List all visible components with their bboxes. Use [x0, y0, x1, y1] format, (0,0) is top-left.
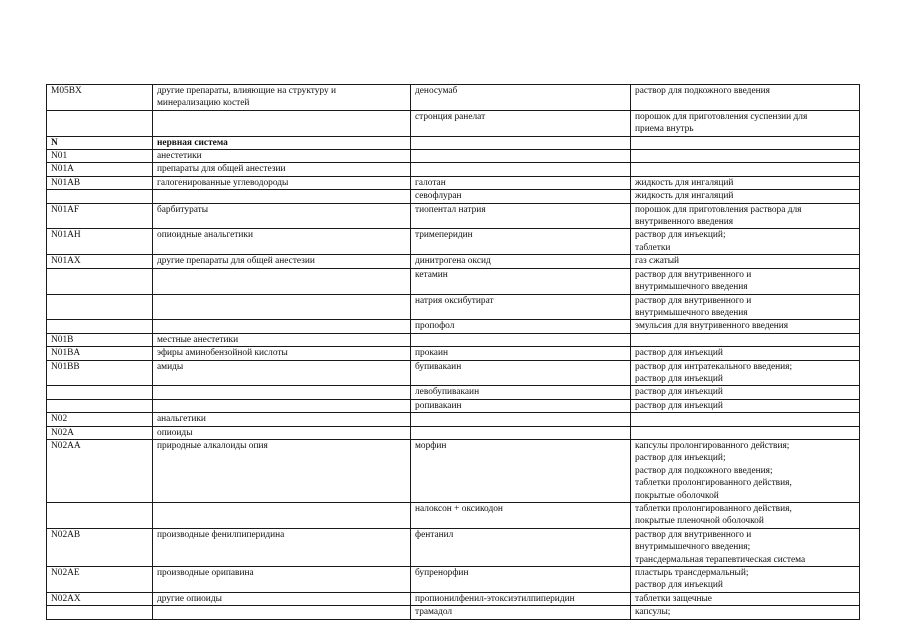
dosage-form-cell: [631, 294, 860, 320]
drug-name-text: тримеперидин: [415, 230, 473, 241]
atc-code-cell: [47, 360, 153, 386]
dosage-form-text: внутримышечного введения: [635, 282, 748, 293]
dosage-form-cell: [631, 503, 860, 529]
dosage-form-text: внутривенного введения: [635, 217, 734, 228]
anatomical-group-cell: [153, 320, 411, 333]
atc-code-text: N01AF: [51, 204, 80, 215]
dosage-form-cell: [631, 268, 860, 294]
anatomical-group-cell: [153, 294, 411, 320]
dosage-form-cell: [631, 606, 860, 619]
anatomical-group-cell: [153, 426, 411, 439]
table-row: [47, 528, 860, 566]
atc-code-cell: [47, 190, 153, 203]
anatomical-group-text: другие опиоиды: [157, 593, 222, 604]
drug-name-text: бупренорфин: [415, 568, 469, 579]
anatomical-group-text: галогенированные углеводороды: [157, 177, 289, 188]
atc-code-text: N02AE: [51, 568, 80, 579]
anatomical-group-cell: [153, 399, 411, 412]
anatomical-group-cell: [153, 268, 411, 294]
drug-name-cell: [411, 150, 631, 163]
drug-name-text: динитрогена оксид: [415, 256, 491, 267]
atc-code-text: N01BA: [51, 348, 81, 359]
table-row: [47, 567, 860, 593]
anatomical-group-text: анальгетики: [157, 414, 206, 425]
dosage-form-text: порошок для приготовления раствора для: [635, 204, 802, 215]
atc-code-cell: [47, 85, 153, 111]
dosage-form-text: таблетки: [635, 242, 671, 253]
dosage-form-cell: [631, 136, 860, 149]
drug-name-text: деносумаб: [415, 86, 458, 96]
dosage-form-cell: [631, 386, 860, 399]
anatomical-group-cell: [153, 360, 411, 386]
drug-name-text: севофлуран: [415, 191, 462, 202]
atc-code-cell: [47, 163, 153, 176]
drug-name-cell: [411, 333, 631, 346]
table-row: [47, 333, 860, 346]
table-row: [47, 320, 860, 333]
dosage-form-text: порошок для приготовления суспензии для: [635, 111, 808, 122]
drug-name-text: стронция ранелат: [415, 111, 486, 122]
drug-name-cell: [411, 426, 631, 439]
table-row: [47, 360, 860, 386]
table-row: [47, 592, 860, 605]
drug-name-cell: [411, 567, 631, 593]
table-row: [47, 294, 860, 320]
dosage-form-text: раствор для внутривенного и: [635, 295, 752, 306]
dosage-form-text: раствор для инъекций: [635, 580, 723, 591]
atc-code-cell: [47, 386, 153, 399]
table-row: [47, 606, 860, 619]
atc-code-text: M05BX: [51, 86, 82, 96]
drug-name-text: левобупивакаин: [415, 387, 480, 398]
dosage-form-cell: [631, 229, 860, 255]
drug-name-text: бупивакаин: [415, 361, 462, 372]
dosage-form-text: раствор для инъекций: [635, 387, 723, 398]
dosage-form-cell: [631, 347, 860, 360]
dosage-form-text: раствор для инъекций: [635, 348, 723, 359]
table-row: [47, 347, 860, 360]
dosage-form-text: раствор для подкожного введения;: [635, 465, 773, 476]
drug-name-cell: [411, 136, 631, 149]
atc-code-cell: [47, 503, 153, 529]
anatomical-group-cell: [153, 333, 411, 346]
anatomical-group-cell: [153, 439, 411, 502]
atc-code-text: N02: [51, 414, 68, 425]
drug-name-text: пропофол: [415, 321, 455, 332]
dosage-form-text: эмульсия для внутривенного введения: [635, 321, 789, 332]
anatomical-group-cell: [153, 503, 411, 529]
dosage-form-cell: [631, 150, 860, 163]
anatomical-group-cell: [153, 255, 411, 268]
table-row: [47, 399, 860, 412]
dosage-form-text: раствор для инъекций;: [635, 453, 726, 464]
drug-name-cell: [411, 439, 631, 502]
atc-code-cell: [47, 592, 153, 605]
table-row: [47, 136, 860, 149]
atc-code-text: N02AA: [51, 440, 81, 451]
table-row: [47, 413, 860, 426]
drug-name-cell: [411, 110, 631, 136]
drug-name-text: галотан: [415, 177, 446, 188]
anatomical-group-text: минерализацию костей: [157, 98, 250, 109]
table-row: [47, 386, 860, 399]
anatomical-group-cell: [153, 386, 411, 399]
atc-code-text: N01AH: [51, 230, 81, 241]
atc-code-cell: [47, 136, 153, 149]
dosage-form-text: газ сжатый: [635, 256, 680, 267]
anatomical-group-cell: [153, 528, 411, 566]
anatomical-group-cell: [153, 150, 411, 163]
dosage-form-text: раствор для внутривенного и: [635, 269, 752, 280]
table-row: [47, 439, 860, 502]
atc-code-cell: [47, 110, 153, 136]
anatomical-group-text: другие препараты, влияющие на структуру и: [157, 86, 337, 96]
dosage-form-text: таблетки пролонгированного действия,: [635, 504, 792, 514]
table-row: [47, 503, 860, 529]
atc-code-cell: [47, 255, 153, 268]
drug-classification-table: [46, 84, 860, 620]
dosage-form-text: капсулы;: [635, 607, 671, 618]
anatomical-group-cell: [153, 567, 411, 593]
table-row: [47, 110, 860, 136]
table-row: [47, 150, 860, 163]
atc-code-text: N02AX: [51, 593, 81, 604]
anatomical-group-cell: [153, 229, 411, 255]
atc-code-cell: [47, 399, 153, 412]
atc-code-text: N02AB: [51, 529, 81, 540]
drug-name-cell: [411, 347, 631, 360]
drug-name-text: налоксон + оксикодон: [415, 504, 503, 514]
dosage-form-cell: [631, 399, 860, 412]
table-row: [47, 85, 860, 111]
drug-name-cell: [411, 592, 631, 605]
atc-code-cell: [47, 333, 153, 346]
atc-code-cell: [47, 294, 153, 320]
drug-name-text: прокаин: [415, 348, 448, 359]
anatomical-group-cell: [153, 347, 411, 360]
drug-name-cell: [411, 203, 631, 229]
drug-name-cell: [411, 268, 631, 294]
table-row: [47, 268, 860, 294]
dosage-form-cell: [631, 333, 860, 346]
dosage-form-cell: [631, 426, 860, 439]
drug-name-cell: [411, 399, 631, 412]
anatomical-group-text: производные орипавина: [157, 568, 254, 579]
dosage-form-cell: [631, 203, 860, 229]
drug-name-cell: [411, 503, 631, 529]
dosage-form-text: внутримышечного введения: [635, 307, 748, 318]
drug-name-text: кетамин: [415, 269, 448, 280]
anatomical-group-text: местные анестетики: [157, 334, 239, 345]
drug-name-cell: [411, 176, 631, 189]
atc-code-cell: [47, 320, 153, 333]
drug-name-cell: [411, 386, 631, 399]
atc-code-cell: [47, 567, 153, 593]
dosage-form-cell: [631, 255, 860, 268]
dosage-form-text: раствор для инъекций: [635, 373, 723, 384]
dosage-form-text: раствор для подкожного введения: [635, 86, 770, 96]
dosage-form-cell: [631, 592, 860, 605]
atc-code-text: N01: [51, 151, 68, 162]
table-row: [47, 203, 860, 229]
anatomical-group-cell: [153, 592, 411, 605]
dosage-form-cell: [631, 360, 860, 386]
anatomical-group-text: другие препараты для общей анестезии: [157, 256, 315, 267]
drug-name-cell: [411, 606, 631, 619]
dosage-form-text: внутримышечного введения;: [635, 542, 751, 553]
dosage-form-text: покрытые пленочной оболочкой: [635, 516, 764, 527]
drug-name-text: тиопентал натрия: [415, 204, 486, 215]
dosage-form-cell: [631, 85, 860, 111]
dosage-form-text: приема внутрь: [635, 124, 694, 135]
atc-code-cell: [47, 203, 153, 229]
atc-code-text: N: [51, 137, 58, 148]
atc-code-cell: [47, 229, 153, 255]
drug-name-cell: [411, 294, 631, 320]
anatomical-group-text: эфиры аминобензойной кислоты: [157, 348, 288, 359]
drug-name-text: фентанил: [415, 529, 454, 540]
drug-name-cell: [411, 85, 631, 111]
drug-name-text: ропивакаин: [415, 400, 462, 411]
anatomical-group-text: барбитураты: [157, 204, 209, 215]
atc-code-cell: [47, 606, 153, 619]
anatomical-group-text: препараты для общей анестезии: [157, 164, 286, 175]
drug-name-cell: [411, 255, 631, 268]
dosage-form-cell: [631, 176, 860, 189]
atc-code-text: N02A: [51, 427, 74, 438]
dosage-form-cell: [631, 163, 860, 176]
dosage-form-cell: [631, 320, 860, 333]
anatomical-group-cell: [153, 163, 411, 176]
drug-name-cell: [411, 163, 631, 176]
anatomical-group-cell: [153, 606, 411, 619]
table-row: [47, 426, 860, 439]
table-body: [47, 85, 860, 620]
anatomical-group-cell: [153, 85, 411, 111]
drug-name-text: пропионилфенил-этоксиэтилпиперидин: [415, 593, 575, 604]
anatomical-group-text: нервная система: [157, 137, 228, 148]
atc-code-cell: [47, 150, 153, 163]
atc-code-cell: [47, 528, 153, 566]
atc-code-cell: [47, 347, 153, 360]
drug-name-cell: [411, 190, 631, 203]
table-row: [47, 255, 860, 268]
atc-code-text: N01A: [51, 164, 74, 175]
drug-name-text: натрия оксибутират: [415, 295, 494, 306]
dosage-form-cell: [631, 567, 860, 593]
anatomical-group-cell: [153, 136, 411, 149]
anatomical-group-cell: [153, 203, 411, 229]
dosage-form-cell: [631, 528, 860, 566]
drug-name-text: трамадол: [415, 607, 453, 618]
dosage-form-text: раствор для инъекций;: [635, 230, 726, 241]
atc-code-cell: [47, 426, 153, 439]
dosage-form-text: жидкость для ингаляций: [635, 177, 734, 188]
dosage-form-text: трансдермальная терапевтическая система: [635, 554, 806, 565]
drug-name-cell: [411, 413, 631, 426]
anatomical-group-cell: [153, 413, 411, 426]
dosage-form-text: капсулы пролонгированного действия;: [635, 440, 790, 451]
anatomical-group-cell: [153, 176, 411, 189]
atc-code-cell: [47, 413, 153, 426]
atc-code-text: N01BB: [51, 361, 80, 372]
anatomical-group-cell: [153, 110, 411, 136]
anatomical-group-text: природные алкалоиды опия: [157, 440, 268, 451]
dosage-form-text: таблетки защечные: [635, 593, 712, 604]
table-row: [47, 229, 860, 255]
atc-code-cell: [47, 268, 153, 294]
table-row: [47, 163, 860, 176]
dosage-form-text: таблетки пролонгированного действия,: [635, 478, 792, 489]
drug-name-cell: [411, 528, 631, 566]
anatomical-group-text: производные фенилпиперидина: [157, 529, 285, 540]
dosage-form-cell: [631, 110, 860, 136]
atc-code-text: N01AB: [51, 177, 81, 188]
dosage-form-text: жидкость для ингаляций: [635, 191, 734, 202]
dosage-form-text: раствор для инъекций: [635, 400, 723, 411]
anatomical-group-text: анестетики: [157, 151, 202, 162]
drug-name-cell: [411, 320, 631, 333]
table-row: [47, 190, 860, 203]
drug-name-text: морфин: [415, 440, 447, 451]
dosage-form-text: покрытые оболочкой: [635, 490, 719, 501]
anatomical-group-cell: [153, 190, 411, 203]
atc-code-cell: [47, 439, 153, 502]
atc-code-text: N01B: [51, 334, 74, 345]
dosage-form-cell: [631, 413, 860, 426]
atc-code-text: N01AX: [51, 256, 81, 267]
dosage-form-text: раствор для интратекального введения;: [635, 361, 793, 372]
anatomical-group-text: амиды: [157, 361, 184, 372]
drug-name-cell: [411, 229, 631, 255]
anatomical-group-text: опиоиды: [157, 427, 193, 438]
dosage-form-cell: [631, 190, 860, 203]
drug-name-cell: [411, 360, 631, 386]
dosage-form-text: раствор для внутривенного и: [635, 529, 752, 540]
atc-code-cell: [47, 176, 153, 189]
dosage-form-cell: [631, 439, 860, 502]
table-row: [47, 176, 860, 189]
anatomical-group-text: опиоидные анальгетики: [157, 230, 253, 241]
dosage-form-text: пластырь трансдермальный;: [635, 568, 749, 579]
